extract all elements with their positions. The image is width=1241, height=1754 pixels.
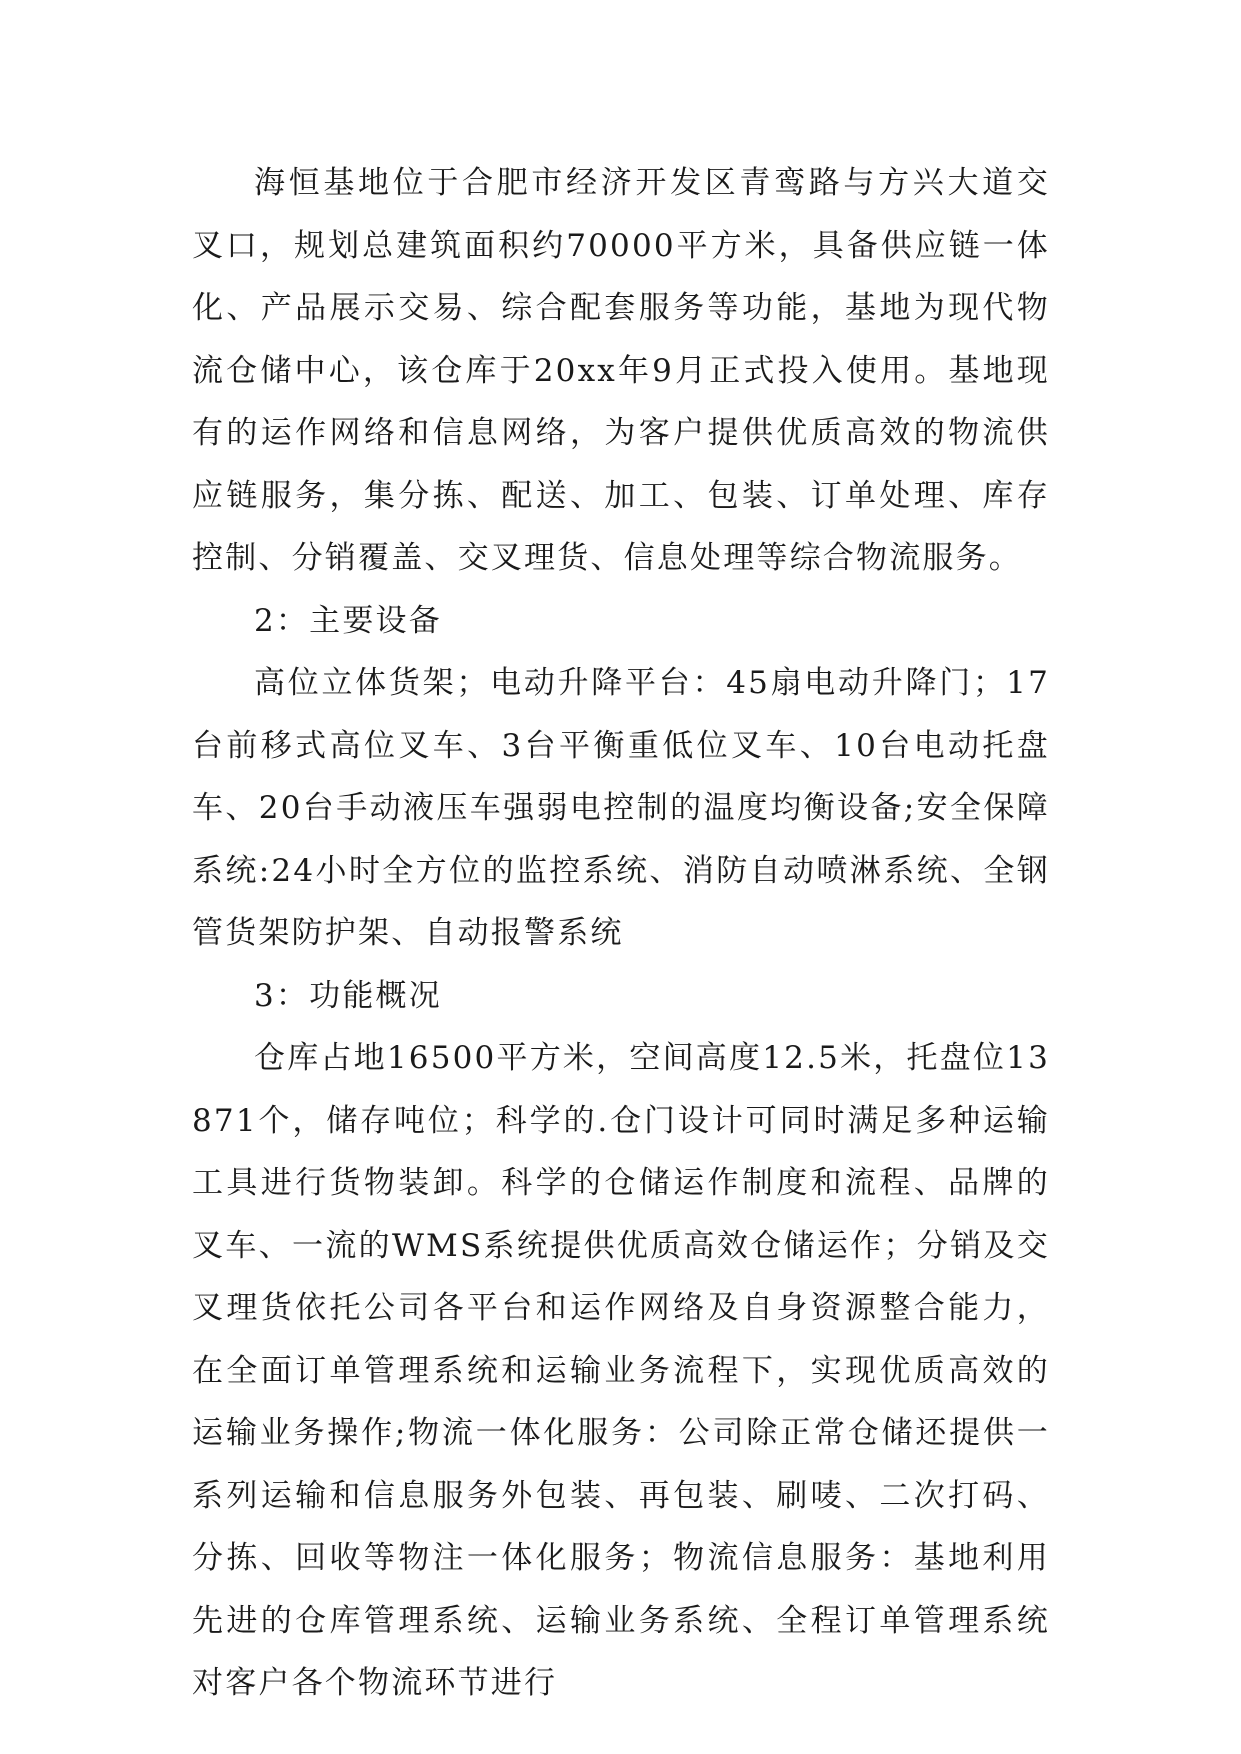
paragraph-equipment-list: 高位立体货架；电动升降平台：45扇电动升降门；17台前移式高位叉车、3台平衡重低位叉车、10台电动托盘车、20台手动液压车强弱电控制的温度均衡设备;安全保障系统:24小时全方位的监控系统、消防自动喷淋系统、全钢管货架防护架、自动报警系统 — [192, 665, 1050, 951]
paragraph-base-overview: 海恒基地位于合肥市经济开发区青鸾路与方兴大道交叉口，规划总建筑面积约70000平方米，具备供应链一体化、产品展示交易、综合配套服务等功能，基地为现代物流仓储中心，该仓库于20xx年9月正式投入使用。基地现有的运作网络和信息网络，为客户提供优质高效的物流供应链服务，集分拣、配送、加工、包装、订单处理、库存控制、分销覆盖、交叉理货、信息处理等综合物流服务。 — [192, 165, 1050, 576]
section-heading-function-overview: 3：功能概况 — [254, 977, 442, 1014]
document-body — [192, 152, 1050, 1715]
section-heading-main-equipment: 2：主要设备 — [254, 602, 442, 639]
paragraph-function-details: 仓库占地16500平方米，空间高度12.5米，托盘位13871个，储存吨位；科学的.仓门设计可同时满足多种运输工具进行货物装卸。科学的仓储运作制度和流程、品牌的叉车、一流的WMS系统提供优质高效仓储运作；分销及交叉理货依托公司各平台和运作网络及自身资源整合能力，在全面订单管理系统和运输业务流程下，实现优质高效的运输业务操作;物流一体化服务：公司除正常仓储还提供一系列运输和信息服务外包装、再包装、刷唛、二次打码、分拣、回收等物注一体化服务；物流信息服务：基地利用先进的仓库管理系统、运输业务系统、全程订单管理系统对客户各个物流环节进行 — [192, 1040, 1050, 1701]
